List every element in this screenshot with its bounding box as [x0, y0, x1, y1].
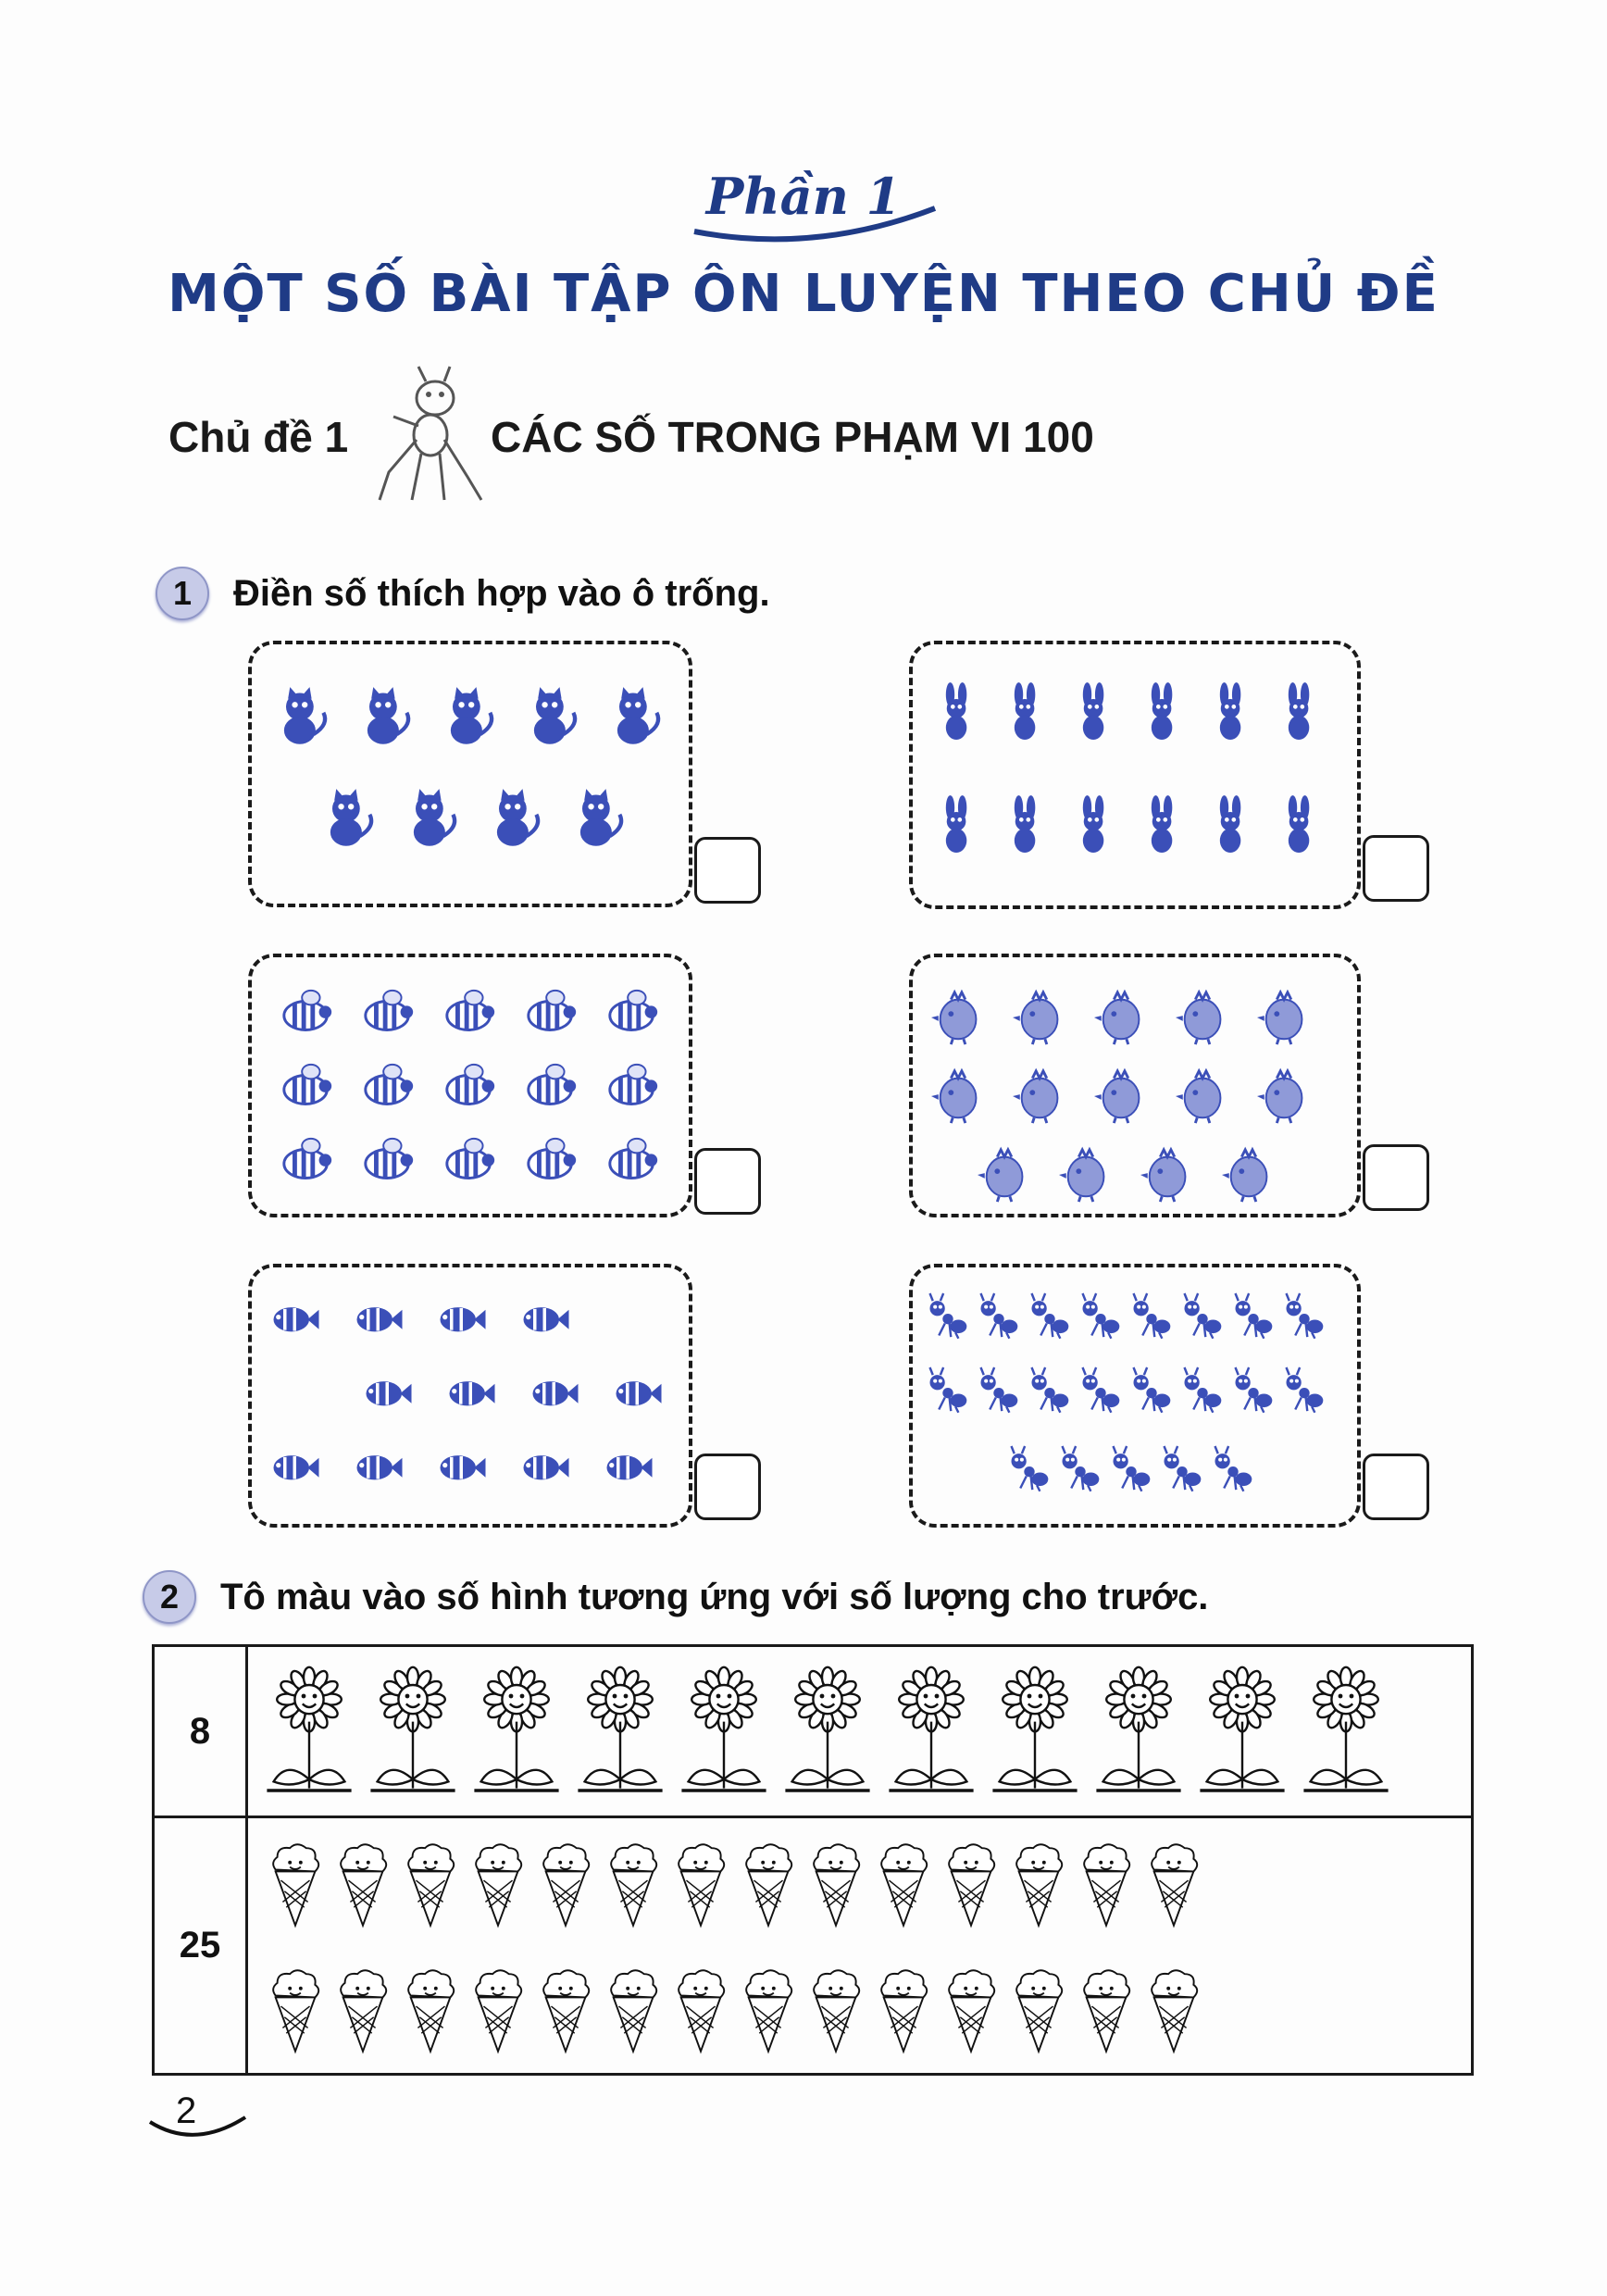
ant-icon	[1209, 1439, 1257, 1502]
ant-mascot-icon	[370, 361, 491, 509]
ice-cream-icon	[265, 1955, 326, 2065]
ice-cream-icon	[535, 1955, 596, 2065]
fish-group	[248, 1264, 692, 1528]
ice-cream-icon	[603, 1829, 664, 1939]
rabbit-icon	[1272, 774, 1327, 876]
fish-icon	[261, 1443, 331, 1495]
ice-cream-icon	[332, 1829, 393, 1939]
flower-row	[247, 1646, 1473, 1817]
fish-icon	[354, 1369, 424, 1421]
page-number-swoosh	[148, 2113, 250, 2150]
rabbit-icon	[1135, 661, 1190, 763]
coloring-table	[152, 1644, 1474, 2076]
part-title: Phần 1	[705, 167, 902, 226]
bee-icon	[513, 1061, 591, 1118]
chick-icon	[1013, 1064, 1070, 1129]
chick-icon	[931, 985, 989, 1050]
cat-icon	[604, 681, 666, 752]
ice-cream-icon	[1143, 1829, 1204, 1939]
rabbit-icon	[1066, 661, 1122, 763]
ice-cream-icon	[400, 1829, 461, 1939]
answer-box-bees[interactable]	[694, 1148, 761, 1215]
ant-icon	[1158, 1439, 1206, 1502]
flower-icon	[265, 1664, 354, 1795]
ant-icon	[975, 1286, 1023, 1349]
ice-cream-icon	[738, 1829, 799, 1939]
ice-cream-icon	[805, 1955, 866, 2065]
table-row	[154, 1817, 1473, 2075]
ice-cream-icon	[670, 1829, 731, 1939]
bee-icon	[513, 1135, 591, 1192]
fish-icon	[344, 1443, 415, 1495]
title-underline-swoosh	[690, 190, 940, 245]
ant-icon	[1229, 1360, 1277, 1423]
ice-cream-row	[247, 1817, 1473, 2075]
ant-icon	[1077, 1360, 1125, 1423]
ice-cream-icon	[1076, 1955, 1137, 2065]
bee-icon	[594, 987, 672, 1044]
chick-icon	[978, 1142, 1035, 1207]
topic-name: CÁC SỐ TRONG PHẠM VI 100	[491, 413, 1094, 461]
chick-icon	[1140, 1142, 1198, 1207]
bee-icon	[431, 987, 509, 1044]
bee-icon	[594, 1135, 672, 1192]
cat-group	[248, 641, 692, 907]
ice-cream-icon	[332, 1955, 393, 2065]
bee-icon	[513, 987, 591, 1044]
flower-icon	[1198, 1664, 1287, 1795]
bee-icon	[350, 1061, 428, 1118]
ice-cream-icon	[400, 1955, 461, 2065]
flower-icon	[576, 1664, 665, 1795]
flower-icon	[679, 1664, 768, 1795]
bee-icon	[350, 987, 428, 1044]
ice-cream-icon	[805, 1829, 866, 1939]
fish-icon	[428, 1295, 498, 1347]
flower-icon	[1094, 1664, 1183, 1795]
ant-icon	[924, 1360, 972, 1423]
ice-cream-icon	[535, 1829, 596, 1939]
ant-icon	[1077, 1286, 1125, 1349]
ice-cream-icon	[738, 1955, 799, 2065]
answer-box-ants[interactable]	[1363, 1454, 1429, 1520]
fish-icon	[511, 1295, 581, 1347]
answer-box-fish[interactable]	[694, 1454, 761, 1520]
chick-icon	[931, 1064, 989, 1129]
ant-icon	[1178, 1286, 1227, 1349]
ant-icon	[1026, 1360, 1074, 1423]
topic-label: Chủ đề 1	[168, 413, 349, 461]
chick-icon	[1013, 985, 1070, 1050]
ice-cream-icon	[603, 1955, 664, 2065]
ice-cream-icon	[265, 1829, 326, 1939]
part-subtitle: MỘT SỐ BÀI TẬP ÔN LUYỆN THEO CHỦ ĐỀ	[168, 264, 1439, 324]
ice-cream-icon	[1143, 1955, 1204, 2065]
ice-cream-icon	[1076, 1829, 1137, 1939]
exercise-1-header	[156, 567, 770, 620]
ant-icon	[1127, 1286, 1176, 1349]
cat-icon	[437, 681, 500, 752]
ant-icon	[1127, 1360, 1176, 1423]
bee-icon	[431, 1061, 509, 1118]
fish-icon	[511, 1443, 581, 1495]
bee-group	[248, 954, 692, 1217]
chick-icon	[1176, 1064, 1233, 1129]
ice-cream-icon	[1008, 1829, 1069, 1939]
flower-icon	[1302, 1664, 1390, 1795]
exercise-1-instruction: Điền số thích hợp vào ô trống.	[233, 572, 770, 614]
flower-icon	[368, 1664, 457, 1795]
fish-icon	[344, 1295, 415, 1347]
ice-cream-icon	[1008, 1955, 1069, 2065]
chick-icon	[1222, 1142, 1279, 1207]
flower-icon	[472, 1664, 561, 1795]
ice-cream-icon	[670, 1955, 731, 2065]
cat-icon	[567, 783, 629, 854]
chick-icon	[1257, 1064, 1314, 1129]
page-number: 2	[176, 2090, 197, 2131]
ant-icon	[924, 1286, 972, 1349]
bee-icon	[268, 1135, 346, 1192]
ant-icon	[1280, 1286, 1328, 1349]
ant-icon	[1229, 1286, 1277, 1349]
exercise-2-header	[143, 1570, 1208, 1624]
ice-cream-icon	[941, 1955, 1002, 2065]
ice-cream-icon	[467, 1829, 529, 1939]
rabbit-icon	[929, 774, 985, 876]
ant-icon	[1005, 1439, 1053, 1502]
ant-icon	[1107, 1439, 1155, 1502]
ice-cream-icon	[941, 1829, 1002, 1939]
flower-icon	[887, 1664, 976, 1795]
cat-icon	[483, 783, 546, 854]
rabbit-icon	[998, 661, 1053, 763]
answer-box-cats[interactable]	[694, 837, 761, 904]
answer-box-chicks[interactable]	[1363, 1144, 1429, 1211]
rabbit-icon	[1203, 661, 1259, 763]
ant-icon	[1178, 1360, 1227, 1423]
fish-icon	[437, 1369, 507, 1421]
ice-cream-icon	[873, 1955, 934, 2065]
cat-icon	[317, 783, 380, 854]
rabbit-icon	[1066, 774, 1122, 876]
cat-icon	[520, 681, 583, 752]
ant-group	[909, 1264, 1361, 1528]
bee-icon	[350, 1135, 428, 1192]
chick-icon	[1094, 985, 1152, 1050]
chick-icon	[1059, 1142, 1116, 1207]
cat-icon	[400, 783, 463, 854]
quantity-cell: 25	[154, 1817, 247, 2075]
chick-icon	[1176, 985, 1233, 1050]
ice-cream-icon	[873, 1829, 934, 1939]
answer-box-rabbits[interactable]	[1363, 835, 1429, 902]
ice-cream-icon	[467, 1955, 529, 2065]
exercise-2-instruction: Tô màu vào số hình tương ứng với số lượng cho trước.	[220, 1576, 1209, 1617]
chick-icon	[1094, 1064, 1152, 1129]
exercise-number-badge: 2	[143, 1570, 196, 1624]
ant-icon	[1056, 1439, 1104, 1502]
rabbit-icon	[998, 774, 1053, 876]
rabbit-icon	[1272, 661, 1327, 763]
rabbit-icon	[929, 661, 985, 763]
ant-icon	[1026, 1286, 1074, 1349]
rabbit-icon	[1135, 774, 1190, 876]
bee-icon	[431, 1135, 509, 1192]
fish-icon	[261, 1295, 331, 1347]
ant-icon	[1280, 1360, 1328, 1423]
bee-icon	[268, 1061, 346, 1118]
rabbit-icon	[1203, 774, 1259, 876]
flower-icon	[783, 1664, 872, 1795]
bee-icon	[268, 987, 346, 1044]
cat-icon	[270, 681, 333, 752]
ant-icon	[975, 1360, 1023, 1423]
quantity-cell: 8	[154, 1646, 247, 1817]
chick-group	[909, 954, 1361, 1217]
chick-icon	[1257, 985, 1314, 1050]
exercise-number-badge: 1	[156, 567, 209, 620]
flower-icon	[990, 1664, 1079, 1795]
table-row	[154, 1646, 1473, 1817]
bee-icon	[594, 1061, 672, 1118]
cat-icon	[354, 681, 417, 752]
fish-icon	[604, 1369, 674, 1421]
fish-icon	[428, 1443, 498, 1495]
fish-icon	[520, 1369, 591, 1421]
fish-icon	[594, 1443, 665, 1495]
rabbit-group	[909, 641, 1361, 909]
